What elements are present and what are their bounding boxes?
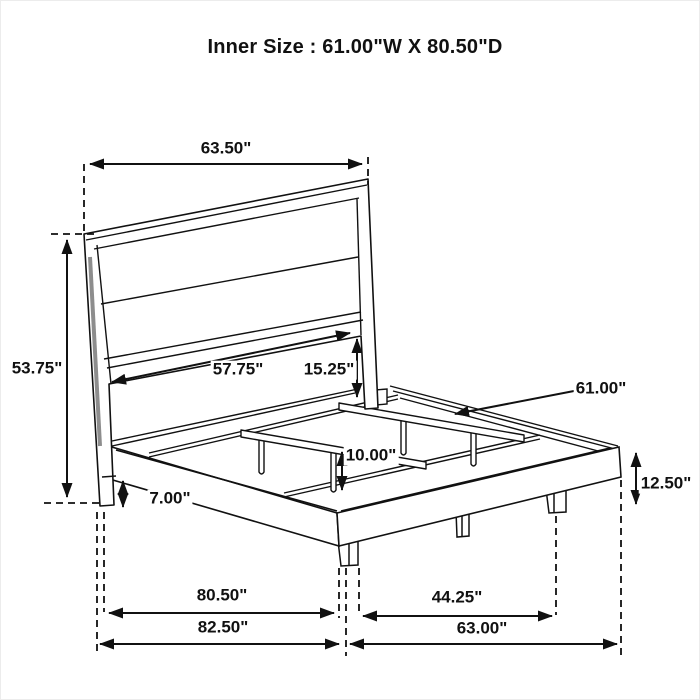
- dim-label-rail-height: 7.00": [149, 488, 191, 508]
- inner-width-leader-line: [455, 391, 574, 414]
- dim-label-headboard-height: 53.75": [11, 358, 63, 378]
- dim-label-overall-width: 63.00": [456, 618, 508, 638]
- dim-label-inner-depth: 80.50": [196, 585, 248, 605]
- dim-label-headboard-panel-width: 57.75": [212, 359, 264, 379]
- dim-label-inner-width: 61.00": [575, 378, 627, 398]
- dim-label-headboard-width: 63.50": [200, 138, 252, 158]
- dim-label-slat-height: 10.00": [345, 445, 397, 465]
- diagram-title: Inner Size : 61.00"W X 80.50"D: [207, 36, 503, 58]
- dim-label-overall-depth: 82.50": [197, 617, 249, 637]
- bed-line-art: [1, 1, 700, 700]
- dim-label-headboard-gap-height: 15.25": [303, 359, 355, 379]
- dim-label-footboard-height: 12.50": [640, 473, 692, 493]
- dim-label-foot-leg-span: 44.25": [431, 587, 483, 607]
